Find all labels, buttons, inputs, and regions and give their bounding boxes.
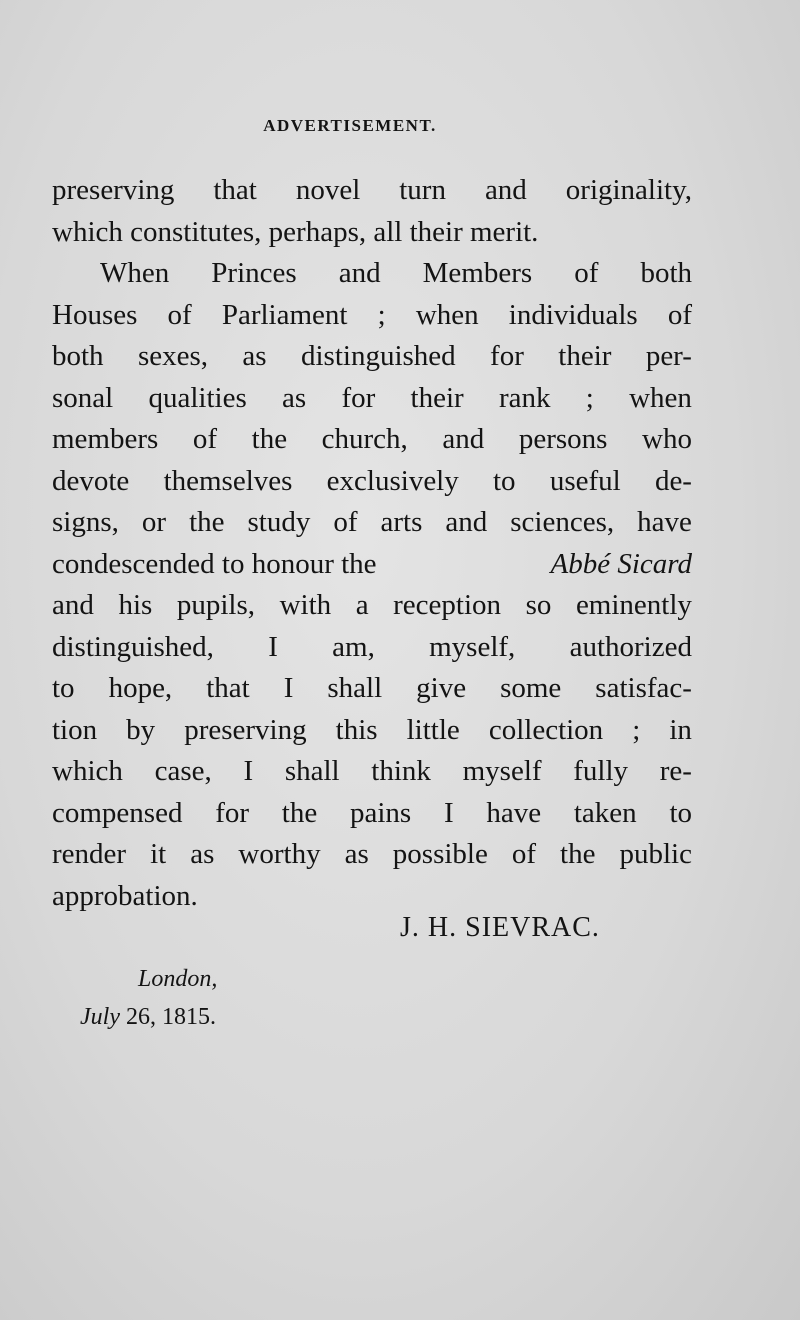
- text-line: sonal qualities as for their rank ; when: [52, 381, 692, 414]
- text-line: condescended to honour the: [52, 547, 377, 580]
- text-line: distinguished, I am, myself, authorized: [52, 630, 692, 663]
- text-line: and his pupils, with a reception so eminently: [52, 589, 692, 621]
- text-line: to hope, that I shall give some satisfac-: [52, 672, 692, 704]
- text-line: tion by preserving this little collection ; in: [52, 713, 692, 746]
- text-line: both sexes, as distinguished for their per-: [52, 340, 692, 372]
- text-line: which constitutes, perhaps, all their merit.: [52, 215, 539, 248]
- italic-name: Abbé Sicard: [550, 547, 692, 580]
- text-line-with-name: [52, 544, 692, 586]
- date: [80, 1004, 216, 1031]
- text-line: signs, or the study of arts and sciences, have: [52, 506, 692, 538]
- text-line: which case, I shall think myself fully re-: [52, 755, 692, 787]
- date-rest: 26, 1815.: [119, 1004, 216, 1030]
- text-line: Houses of Parliament ; when individuals of: [52, 298, 692, 331]
- signature: J. H. SIEVRAC.: [400, 912, 600, 943]
- text-line: members of the church, and persons who: [52, 423, 692, 455]
- date-month: July: [80, 1004, 120, 1030]
- text-line: preserving that novel turn and originality,: [52, 174, 692, 206]
- text-line: approbation.: [52, 879, 198, 912]
- body-text: [52, 170, 692, 917]
- text-line: compensed for the pains I have taken to: [52, 796, 692, 829]
- place: London,: [138, 966, 218, 992]
- text-line: render it as worthy as possible of the public: [52, 838, 692, 870]
- text-line: devote themselves exclusively to useful de-: [52, 464, 692, 497]
- page-header: ADVERTISEMENT.: [263, 116, 437, 135]
- text-line: When Princes and Members of both: [100, 257, 692, 289]
